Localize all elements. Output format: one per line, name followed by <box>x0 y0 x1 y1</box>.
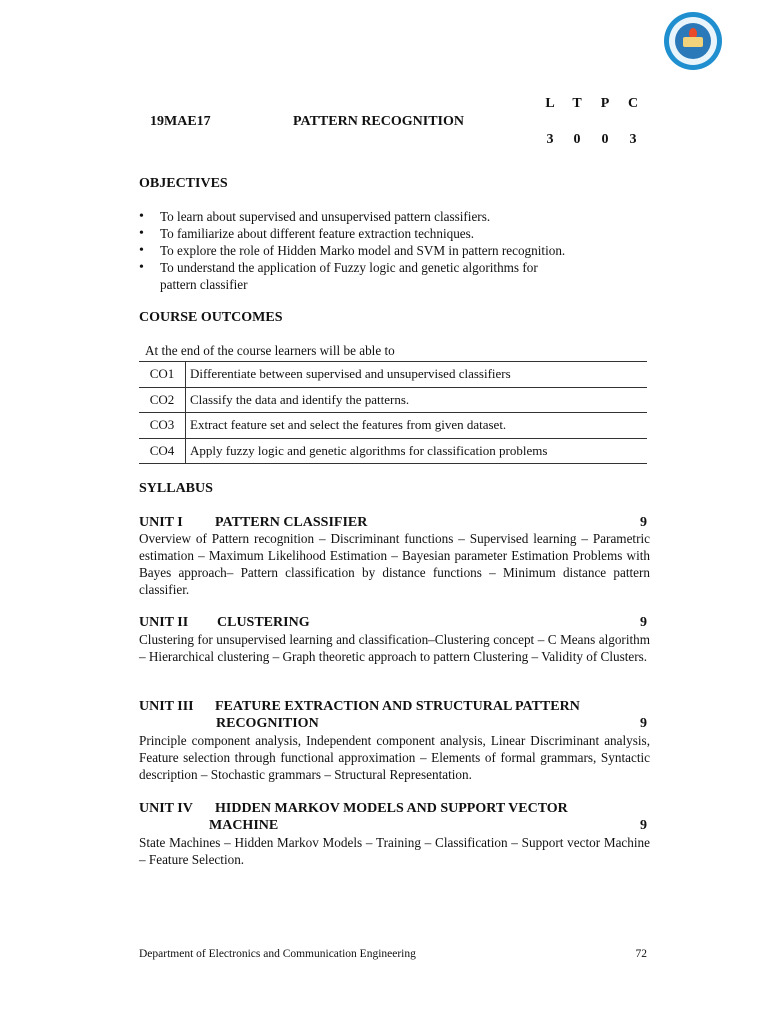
unit-hours: 9 <box>640 716 647 731</box>
ltpc-label-t: T <box>572 96 582 111</box>
unit-1-body: Overview of Pattern recognition – Discriminant functions – Supervised learning – Parametric estimation – Maximum Likelihood Estimation – Bayesian parameter Estimation Problems with Bayes approach– Pattern classification by distance functions – Minimum distance pattern classifier. <box>139 531 650 597</box>
unit-4-heading <box>139 800 647 834</box>
table-row <box>139 387 647 413</box>
outcome-text: Extract feature set and select the features from given dataset. <box>186 413 648 439</box>
footer-department: Department of Electronics and Communication Engineering <box>139 948 416 960</box>
unit-title: CLUSTERING <box>217 615 310 630</box>
ltpc-label-p: P <box>600 96 610 111</box>
ltpc-value-c: 3 <box>629 132 637 147</box>
outcome-code: CO1 <box>139 362 186 388</box>
unit-title: PATTERN CLASSIFIER <box>215 515 368 530</box>
objective-item: • To familiarize about different feature extraction techniques. <box>139 225 609 242</box>
ltpc-value-l: 3 <box>546 132 554 147</box>
unit-3-heading <box>139 698 647 732</box>
unit-number: UNIT II <box>139 615 189 630</box>
ltpc-value-t: 0 <box>573 132 581 147</box>
course-code: 19MAE17 <box>150 114 211 129</box>
outcome-text: Differentiate between supervised and unsupervised classifiers <box>186 362 648 388</box>
footer-page-number: 72 <box>635 948 647 960</box>
objectives-list <box>139 208 609 293</box>
unit-3-body: Principle component analysis, Independent component analysis, Linear Discriminant analysis, Feature selection through functional approximation – Elements of formal grammars, Syntactic description – Stochastic grammars – Structural Representation. <box>139 733 650 782</box>
objective-item: • To learn about supervised and unsupervised pattern classifiers. <box>139 208 609 225</box>
objective-item: • To explore the role of Hidden Marko model and SVM in pattern recognition. <box>139 242 609 259</box>
outcome-text: Apply fuzzy logic and genetic algorithms for classification problems <box>186 438 648 464</box>
table-row <box>139 362 647 388</box>
unit-hours: 9 <box>640 515 647 530</box>
unit-2-body: Clustering for unsupervised learning and classification–Clustering concept – C Means algorithm – Hierarchical clustering – Graph theoretic approach to pattern Clustering – Validity of Clusters. <box>139 632 650 664</box>
unit-hours: 9 <box>640 615 647 630</box>
outcome-code: CO4 <box>139 438 186 464</box>
unit-number: UNIT III <box>139 699 194 714</box>
course-title: PATTERN RECOGNITION <box>293 114 465 129</box>
outcomes-heading: COURSE OUTCOMES <box>139 310 283 325</box>
syllabus-heading: SYLLABUS <box>139 481 213 496</box>
objectives-heading: OBJECTIVES <box>139 176 228 191</box>
objective-item: • To understand the application of Fuzzy logic and genetic algorithms for pattern classifier <box>139 259 609 293</box>
unit-1-heading <box>139 514 647 531</box>
unit-hours: 9 <box>640 818 647 833</box>
unit-2-heading <box>139 614 647 631</box>
unit-number: UNIT I <box>139 515 183 530</box>
ltpc-value-p: 0 <box>601 132 609 147</box>
unit-title: HIDDEN MARKOV MODELS AND SUPPORT VECTOR <box>215 801 568 816</box>
unit-title: FEATURE EXTRACTION AND STRUCTURAL PATTERN <box>215 699 580 714</box>
outcome-text: Classify the data and identify the patterns. <box>186 387 648 413</box>
ltpc-label-l: L <box>545 96 555 111</box>
outcome-code: CO2 <box>139 387 186 413</box>
unit-title-line2: MACHINE <box>209 818 279 833</box>
ltpc-label-c: C <box>627 96 639 111</box>
outcomes-table <box>139 361 647 464</box>
college-seal-logo <box>664 12 722 70</box>
table-row <box>139 413 647 439</box>
unit-4-body: State Machines – Hidden Markov Models – Training – Classification – Support vector Machine – Feature Selection. <box>139 835 650 867</box>
unit-number: UNIT IV <box>139 801 193 816</box>
table-row <box>139 438 647 464</box>
outcome-code: CO3 <box>139 413 186 439</box>
unit-title-line2: RECOGNITION <box>216 716 319 731</box>
outcomes-intro: At the end of the course learners will be able to <box>145 343 395 358</box>
